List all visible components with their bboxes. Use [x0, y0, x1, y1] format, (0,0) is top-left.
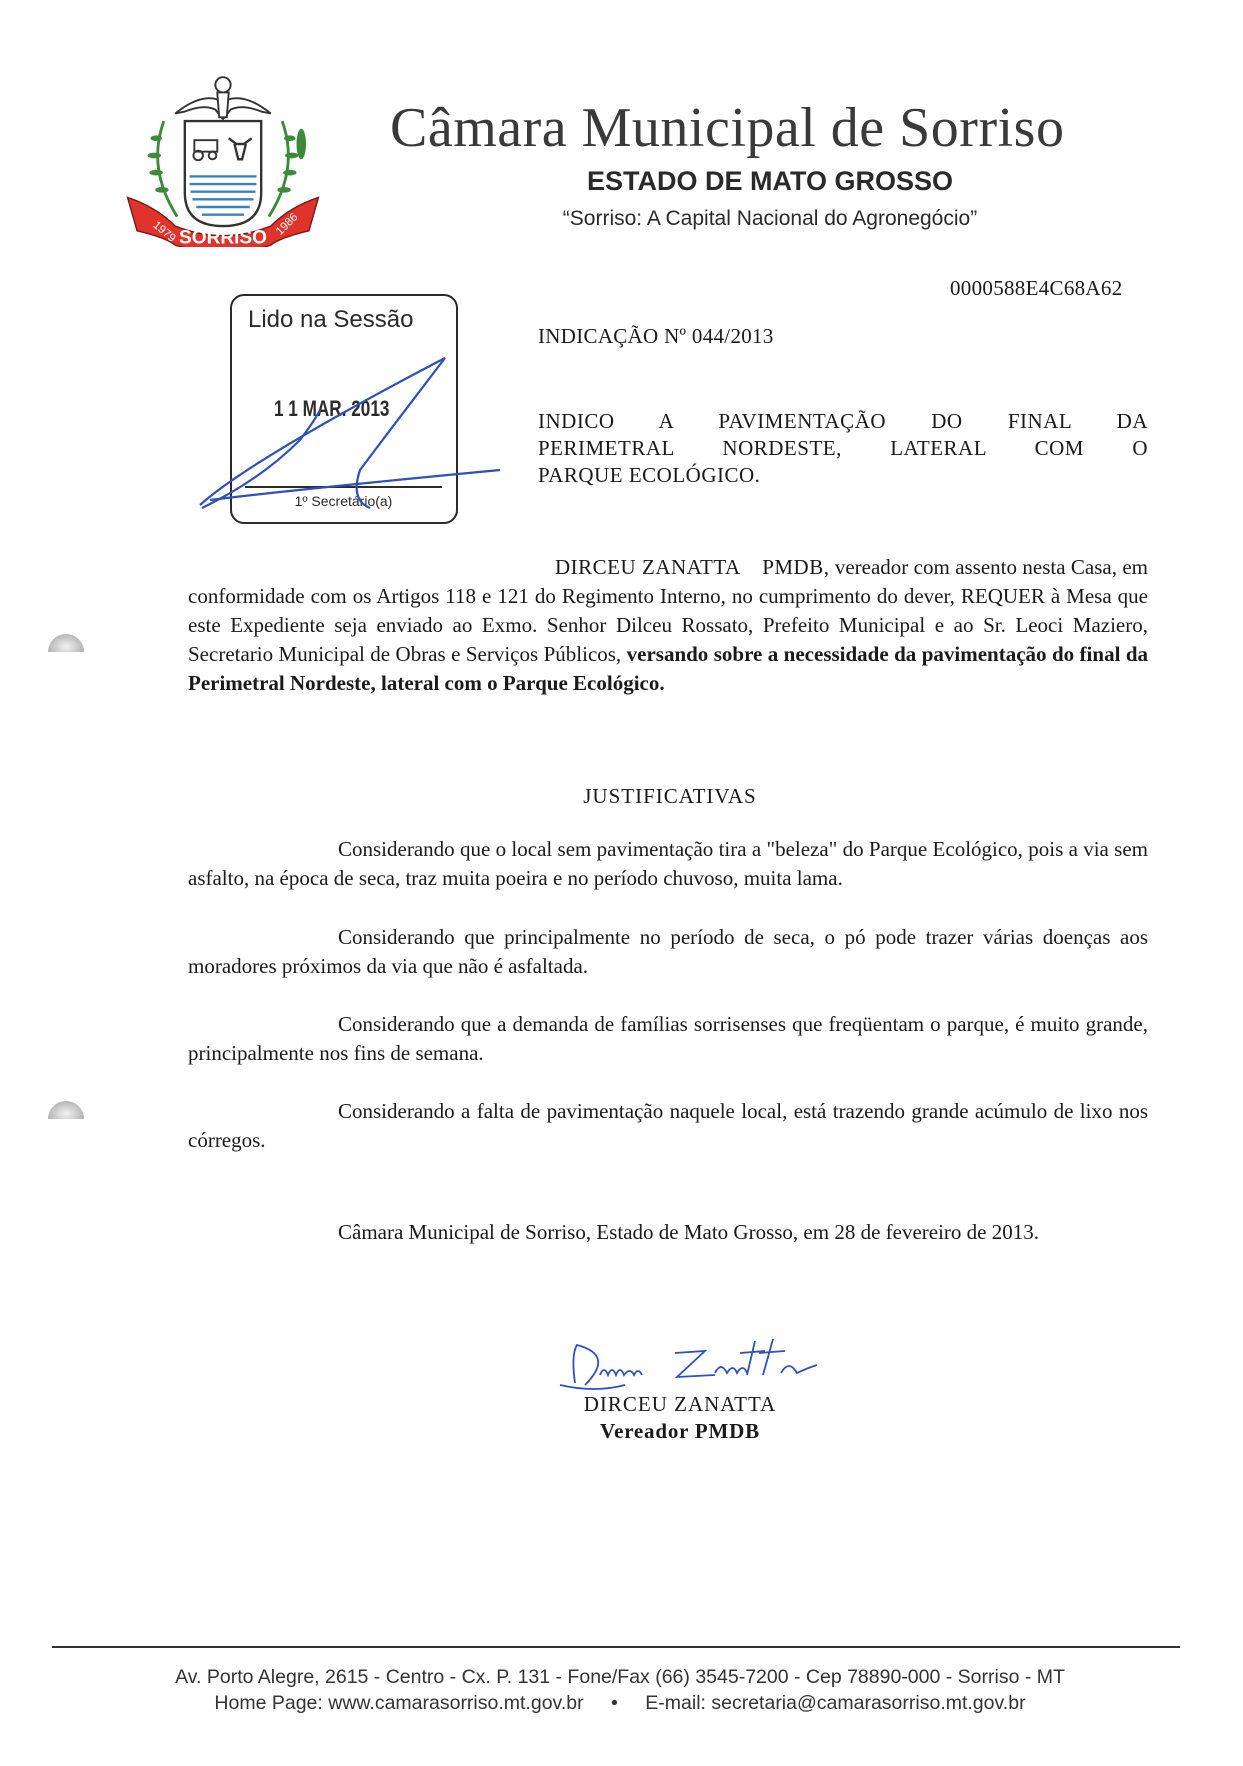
document-code: 0000588E4C68A62: [950, 276, 1123, 300]
request-text: vereador com assento nesta Casa, em conformidade com os Artigos 118 e 121 do Regimento Interno, no cumprimento do dever, REQUER à Mesa que este Expediente seja enviado ao Exmo. Senhor Dilceu Rossato, Prefeito Municipal e ao Sr. Leoci Maziero, Secretario Municipal de Obras e Serviços Públicos,: [188, 555, 1149, 666]
document-subject: [538, 408, 1148, 489]
signer-role: Vereador PMDB: [600, 1419, 760, 1443]
svg-text:1986: 1986: [273, 211, 301, 238]
request-text-bold: versando sobre a necessidade da pavimentação do final da Perimetral Nordeste, lateral com o Parque Ecológico.: [188, 642, 1149, 695]
request-paragraph: [188, 553, 1148, 698]
organization-motto: “Sorriso: A Capital Nacional do Agronegócio”: [562, 207, 978, 230]
hole-punch-mark: [48, 634, 84, 652]
document-number: INDICAÇÃO Nº 044/2013: [538, 324, 774, 348]
justification-item: Considerando que a demanda de famílias sorrisenses que freqüentam o parque, é muito grande, principalmente nos fins de semana.: [188, 1012, 1148, 1065]
footer-divider: [52, 1646, 1180, 1648]
municipal-crest-logo: [118, 62, 328, 247]
footer-email-link[interactable]: E-mail: secretaria@camarasorriso.mt.gov.br: [645, 1692, 1026, 1714]
footer-homepage-link[interactable]: Home Page: www.camarasorriso.mt.gov.br: [214, 1692, 584, 1714]
subject-line: PERIMETRAL NORDESTE, LATERAL COM O: [538, 436, 1148, 460]
footer-separator: •: [611, 1692, 618, 1714]
subject-line: INDICO A PAVIMENTAÇÃO DO FINAL DA: [538, 409, 1148, 433]
stamp-title: Lido na Sessão: [248, 306, 414, 333]
footer-address: Av. Porto Alegre, 2615 - Centro - Cx. P. 131 - Fone/Fax (66) 3545-7200 - Cep 78890-000 - Sorriso - MT: [175, 1666, 1065, 1688]
justification-item: Considerando que principalmente no período de seca, o pó pode trazer várias doenças aos moradores próximos da via que não é asfaltada.: [188, 925, 1148, 978]
svg-text:SORRISO: SORRISO: [179, 227, 267, 247]
signer-name: DIRCEU ZANATTA: [583, 1392, 777, 1416]
organization-title: Câmara Municipal de Sorriso: [390, 97, 1065, 159]
stamp-handwritten-signature: [190, 340, 510, 540]
handwritten-signature: [555, 1335, 875, 1395]
stamp-date: 1 1 MAR. 2013: [274, 396, 390, 421]
subject-line: PARQUE ECOLÓGICO.: [538, 463, 761, 487]
hole-punch-mark: [48, 1101, 84, 1119]
svg-text:1979: 1979: [150, 219, 178, 245]
footer-contact: [40, 1692, 1200, 1715]
organization-state: ESTADO DE MATO GROSSO: [586, 166, 954, 196]
stamp-role: 1º Secretário(a): [294, 493, 393, 509]
author-name: DIRCEU ZANATTA: [555, 555, 741, 579]
justification-item: Considerando a falta de pavimentação naquele local, está trazendo grande acúmulo de lixo nos córregos.: [188, 1099, 1148, 1152]
justifications-title: JUSTIFICATIVAS: [583, 784, 757, 808]
author-party: PMDB,: [762, 555, 830, 579]
justification-item: Considerando que o local sem pavimentação tira a "beleza" do Parque Ecológico, pois a via sem asfalto, na época de seca, traz muita poeira e no período chuvoso, muita lama.: [188, 837, 1148, 890]
closing-place-date: Câmara Municipal de Sorriso, Estado de Mato Grosso, em 28 de fevereiro de 2013.: [338, 1220, 1039, 1244]
